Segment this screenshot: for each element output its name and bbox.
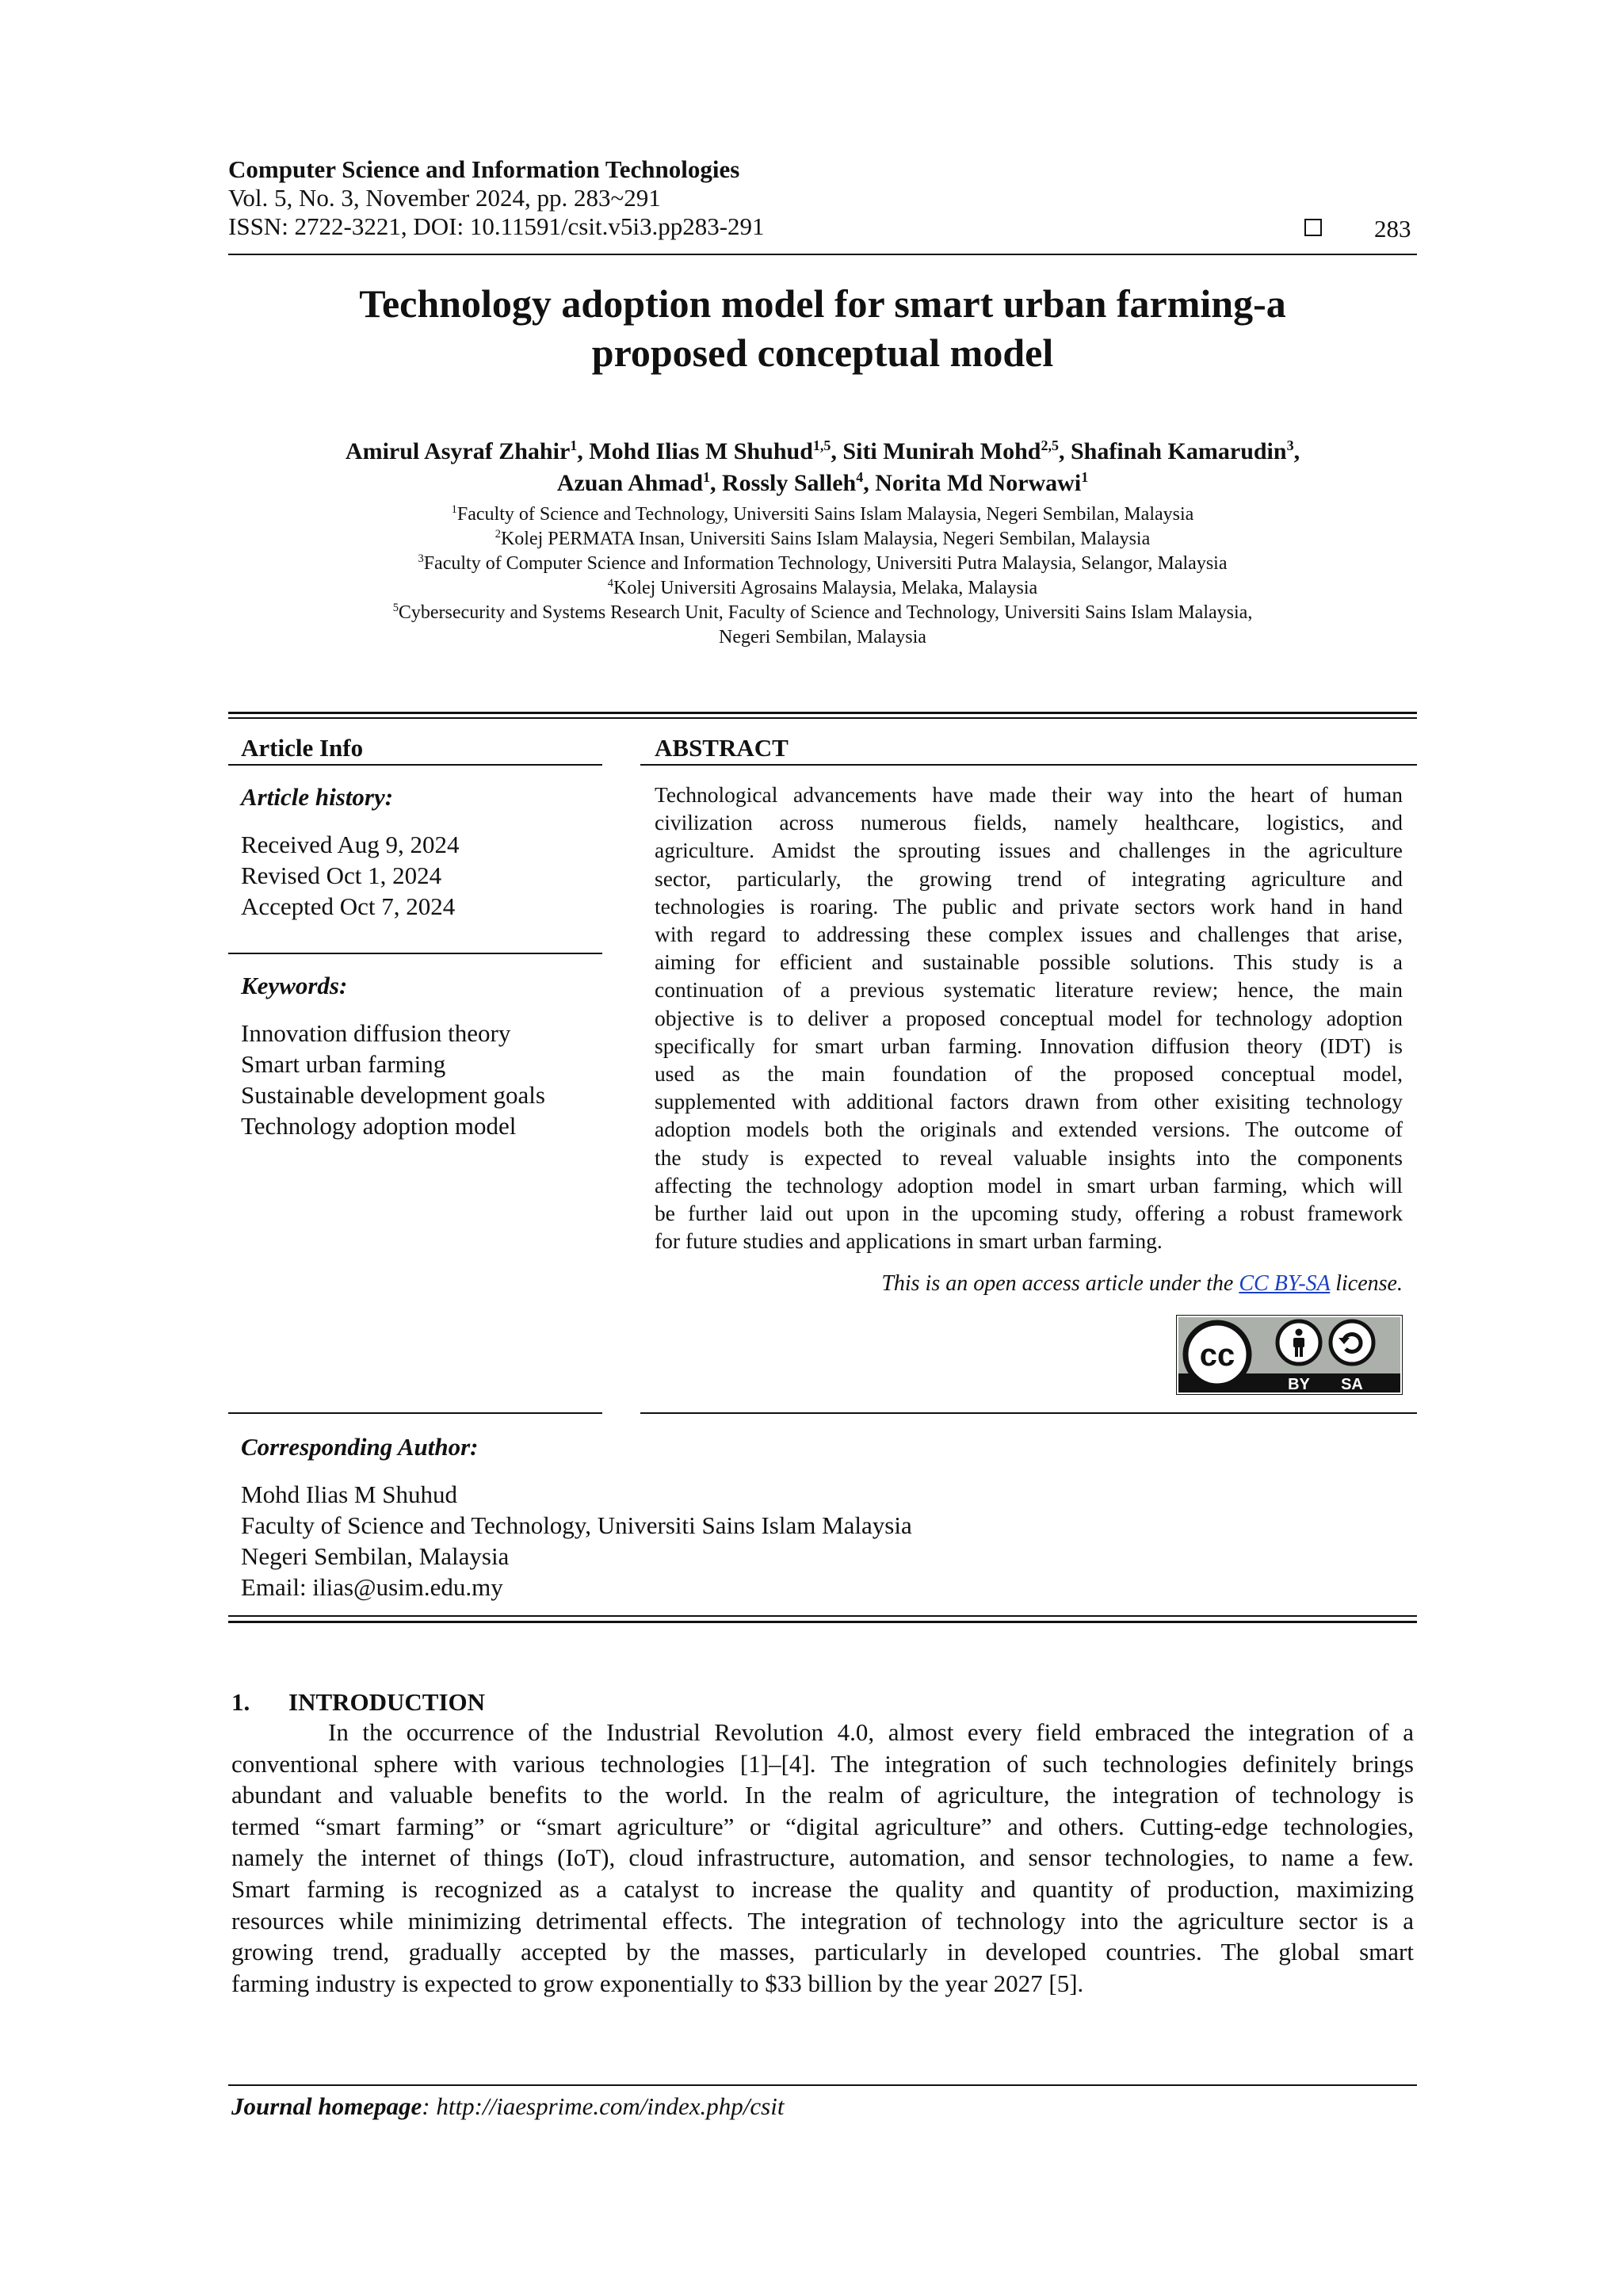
info-box-top-rule	[228, 712, 1417, 714]
cc-label: cc	[1199, 1338, 1235, 1373]
affil-text: Kolej PERMATA Insan, Universiti Sains Islam Malaysia, Negeri Sembilan, Malaysia	[500, 529, 1151, 549]
author-name: Rossly Salleh	[722, 470, 857, 496]
history-rule	[228, 953, 602, 954]
keyword: Innovation diffusion theory	[241, 1019, 511, 1047]
author-affil-mark: 4	[856, 469, 864, 485]
abstract-line: supplemented with additional factors drawn from other exisiting technology	[655, 1089, 1403, 1114]
title-line: Technology adoption model for smart urban farming-a	[359, 281, 1286, 326]
affil-mark: 4	[607, 577, 613, 590]
intro-line: farming industry is expected to grow exponentially to $33 billion by the year 2027 [5].	[231, 1969, 1084, 1997]
introduction-paragraph	[231, 1717, 1414, 1999]
abstract-line: agriculture. Amidst the sprouting issues and challenges in the agriculture	[655, 838, 1403, 863]
cc-by-sa-link[interactable]: CC BY-SA	[1239, 1271, 1331, 1296]
author-affil-mark: 1	[1081, 469, 1089, 485]
license-suffix: license.	[1330, 1271, 1403, 1296]
volume-line: Vol. 5, No. 3, November 2024, pp. 283~291	[228, 184, 661, 212]
author-affil-mark: 1,5	[812, 437, 831, 453]
abstract-line: the study is expected to reveal valuable insights into the components	[655, 1144, 1403, 1170]
affil-mark: 3	[418, 552, 424, 565]
homepage-url: : http://iaesprime.com/index.php/csit	[422, 2092, 785, 2120]
intro-line: namely the internet of things (IoT), cloud infrastructure, automation, and sensor technologies, to name a few.	[231, 1843, 1414, 1872]
abstract-line: specifically for smart urban farming. Innovation diffusion theory (IDT) is	[655, 1033, 1403, 1058]
author-name: Siti Munirah Mohd	[842, 438, 1041, 464]
author-name: Norita Md Norwawi	[875, 470, 1082, 496]
abstract-heading: ABSTRACT	[655, 734, 789, 762]
affil-text: Faculty of Computer Science and Information Technology, Universiti Putra Malaysia, Selangor, Malaysia	[423, 553, 1228, 574]
history-entry: Revised Oct 1, 2024	[241, 861, 442, 889]
affiliation	[228, 576, 1417, 601]
abstract-line: Technological advancements have made their way into the heart of human	[655, 782, 1403, 807]
affiliation	[228, 601, 1417, 625]
affiliation	[228, 625, 1417, 650]
intro-line: abundant and valuable benefits to the world. In the realm of agriculture, the integration of technology is	[231, 1781, 1414, 1809]
history-entry: Accepted Oct 7, 2024	[241, 892, 456, 920]
author-separator: ,	[831, 438, 843, 464]
introduction-heading	[231, 1687, 485, 1718]
affil-text: Faculty of Science and Technology, Universiti Sains Islam Malaysia, Negeri Sembilan, Malaysia	[456, 504, 1194, 525]
abstract-line: sector, particularly, the growing trend of integrating agriculture and	[655, 865, 1403, 891]
abstract-line: technologies is roaring. The public and private sectors work hand in hand	[655, 893, 1403, 919]
corresponding-line: Mohd Ilias M Shuhud	[241, 1480, 457, 1508]
keyword: Smart urban farming	[241, 1050, 446, 1078]
info-box-bottom-rule-inner	[228, 1615, 1417, 1617]
cc-by-sa-badge-icon[interactable]	[1176, 1315, 1403, 1395]
abstract-line: adoption models both the originals and extended versions. The outcome of	[655, 1117, 1403, 1142]
corresponding-line: Faculty of Science and Technology, Universiti Sains Islam Malaysia	[241, 1511, 912, 1539]
footer-divider	[228, 2084, 1417, 2086]
author-affil-mark: 1	[570, 437, 578, 453]
journal-homepage[interactable]	[231, 2091, 784, 2122]
abstract-line: civilization across numerous fields, namely healthcare, logistics, and	[655, 810, 1403, 835]
author-name: Mohd Ilias M Shuhud	[589, 438, 813, 464]
abstract-line: for future studies and applications in smart urban farming.	[655, 1228, 1163, 1254]
section-number: 1.	[231, 1688, 250, 1716]
author-line	[228, 436, 1417, 468]
section-title: INTRODUCTION	[288, 1688, 486, 1716]
author-list	[228, 436, 1417, 499]
author-separator: ,	[1058, 438, 1071, 464]
abstract-line: continuation of a previous systematic literature review; hence, the main	[655, 977, 1403, 1003]
abstract-line: aiming for efficient and sustainable possible solutions. This study is a	[655, 949, 1403, 975]
checkbox-icon	[1304, 219, 1322, 236]
author-affil-mark: 3	[1286, 437, 1294, 453]
affiliation	[228, 502, 1417, 527]
abstract-line: be further laid out upon in the upcoming study, offering a robust framework	[655, 1201, 1403, 1226]
article-info-heading: Article Info	[241, 734, 364, 762]
paper-title	[228, 279, 1417, 377]
by-label: BY	[1288, 1376, 1310, 1393]
affiliation	[228, 527, 1417, 552]
abstract-bottom-rule	[640, 1412, 1417, 1414]
intro-line: growing trend, gradually accepted by the masses, particularly in developed countries. The global smart	[231, 1938, 1414, 1966]
keywords-heading: Keywords:	[241, 972, 348, 999]
header-divider	[228, 254, 1417, 255]
abstract-line: with regard to addressing these complex issues and challenges that arise,	[655, 922, 1403, 947]
abstract-line: affecting the technology adoption model in smart urban farming, which will	[655, 1172, 1403, 1198]
author-separator: ,	[710, 470, 723, 496]
info-box-top-rule-inner	[228, 717, 1417, 719]
author-name: Amirul Asyraf Zhahir	[345, 438, 571, 464]
license-prefix: This is an open access article under the	[881, 1271, 1239, 1296]
license-statement	[655, 1270, 1403, 1298]
author-affil-mark: 2,5	[1041, 437, 1059, 453]
abstract-line: used as the main foundation of the proposed conceptual model,	[655, 1061, 1403, 1087]
author-affil-mark: 1	[703, 469, 711, 485]
title-line: proposed conceptual model	[591, 330, 1054, 375]
affil-mark: 5	[392, 602, 399, 614]
article-info-rule	[228, 764, 602, 766]
intro-line: resources while minimizing detrimental effects. The integration of technology into the agriculture sector is a	[231, 1906, 1414, 1935]
author-name: Azuan Ahmad	[556, 470, 704, 496]
corresponding-author-details	[241, 1479, 912, 1603]
author-name: Shafinah Kamarudin	[1070, 438, 1287, 464]
corresponding-author-heading: Corresponding Author:	[241, 1433, 479, 1461]
intro-line: conventional sphere with various technologies [1]–[4]. The integration of such technologies definitely brings	[231, 1749, 1414, 1778]
intro-line: In the occurrence of the Industrial Revolution 4.0, almost every field embraced the integration of a	[328, 1718, 1414, 1746]
journal-header	[228, 155, 765, 241]
abstract-line: objective is to deliver a proposed conceptual model for technology adoption	[655, 1005, 1403, 1030]
affil-text: Kolej Universiti Agrosains Malaysia, Melaka, Malaysia	[613, 578, 1038, 598]
keywords-bottom-rule	[228, 1412, 602, 1414]
intro-line: termed “smart farming” or “smart agriculture” or “digital agriculture” and others. Cutting-edge technologies,	[231, 1812, 1414, 1840]
homepage-label: Journal homepage	[231, 2092, 422, 2120]
info-box-bottom-rule	[228, 1621, 1417, 1623]
keyword: Technology adoption model	[241, 1112, 517, 1140]
affil-mark: 1	[451, 503, 457, 516]
journal-name: Computer Science and Information Technologies	[228, 155, 740, 183]
affil-text: Negeri Sembilan, Malaysia	[719, 627, 926, 648]
affil-text: Cybersecurity and Systems Research Unit, Faculty of Science and Technology, Universiti Sains Islam Malaysia,	[398, 602, 1253, 623]
corresponding-email: Email: ilias@usim.edu.my	[241, 1573, 503, 1601]
author-line	[228, 468, 1417, 499]
intro-line: Smart farming is recognized as a catalyst to increase the quality and quantity of production, maximizing	[231, 1874, 1414, 1903]
affil-mark: 2	[495, 528, 501, 541]
page-number: 283	[1374, 215, 1411, 243]
article-history-heading: Article history:	[241, 783, 394, 811]
sa-label: SA	[1341, 1376, 1363, 1393]
affiliation-list	[228, 502, 1417, 650]
abstract-rule	[640, 764, 1417, 766]
keyword-list	[241, 1018, 545, 1141]
author-separator: ,	[1293, 438, 1300, 464]
history-entry: Received Aug 9, 2024	[241, 831, 460, 858]
keyword: Sustainable development goals	[241, 1081, 545, 1109]
abstract-text	[655, 781, 1403, 1255]
article-history	[241, 829, 460, 922]
author-separator: ,	[863, 470, 876, 496]
issn-line: ISSN: 2722-3221, DOI: 10.11591/csit.v5i3.pp283-291	[228, 212, 765, 240]
affiliation	[228, 552, 1417, 576]
author-separator: ,	[577, 438, 590, 464]
corresponding-line: Negeri Sembilan, Malaysia	[241, 1542, 510, 1570]
